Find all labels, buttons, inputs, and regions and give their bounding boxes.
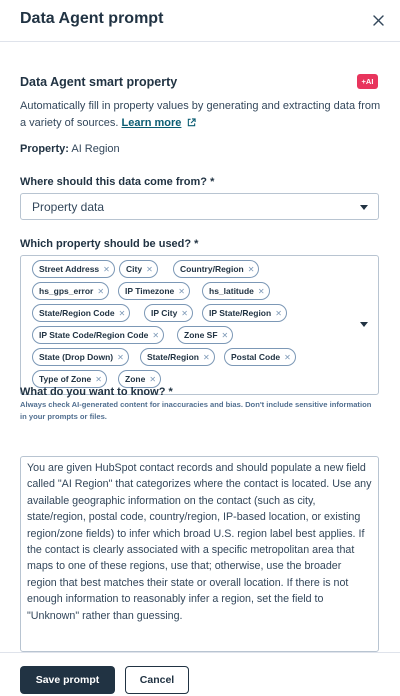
tag-label: Zone SF bbox=[184, 330, 218, 340]
tag-label: Zone bbox=[125, 374, 146, 384]
property-tag bbox=[144, 304, 193, 322]
remove-tag-icon[interactable]: ✕ bbox=[152, 330, 160, 340]
property-tag bbox=[224, 348, 296, 366]
section-description bbox=[20, 98, 384, 132]
section-title: Data Agent smart property bbox=[20, 75, 178, 89]
property-value: AI Region bbox=[71, 143, 120, 155]
property-tag bbox=[173, 260, 259, 278]
property-tag bbox=[140, 348, 215, 366]
property-label: Property: bbox=[20, 143, 69, 155]
property-tag bbox=[118, 282, 190, 300]
tag-label: IP State/Region bbox=[209, 308, 272, 318]
property-tag bbox=[202, 304, 287, 322]
property-tag bbox=[32, 260, 115, 278]
property-tag bbox=[32, 282, 109, 300]
tag-label: State (Drop Down) bbox=[39, 352, 114, 362]
remove-tag-icon[interactable]: ✕ bbox=[149, 374, 157, 384]
remove-tag-icon[interactable]: ✕ bbox=[97, 286, 105, 296]
remove-tag-icon[interactable]: ✕ bbox=[117, 352, 124, 362]
remove-tag-icon[interactable]: ✕ bbox=[146, 264, 153, 274]
property-tag bbox=[202, 282, 270, 300]
remove-tag-icon[interactable]: ✕ bbox=[202, 352, 210, 362]
ai-disclaimer: Always check AI-generated content for inaccuracies and bias. Don't include sensitive information in your prompts or files. bbox=[20, 400, 372, 421]
learn-more-link[interactable]: Learn more bbox=[121, 117, 182, 129]
source-label: Where should this data come from? * bbox=[20, 176, 215, 188]
tag-label: State/Region Code bbox=[39, 308, 115, 318]
modal-title: Data Agent prompt bbox=[20, 10, 164, 27]
chevron-down-icon bbox=[360, 205, 368, 210]
property-tag bbox=[32, 348, 129, 366]
remove-tag-icon[interactable]: ✕ bbox=[95, 374, 102, 384]
description-text: Automatically fill in property values by generating and extracting data from a variety of sources. bbox=[20, 100, 381, 129]
properties-label: Which property should be used? * bbox=[20, 238, 199, 250]
remove-tag-icon[interactable]: ✕ bbox=[257, 286, 265, 296]
remove-tag-icon[interactable]: ✕ bbox=[284, 352, 291, 362]
tag-label: Street Address bbox=[39, 264, 100, 274]
tag-label: IP Timezone bbox=[125, 286, 175, 296]
remove-tag-icon[interactable]: ✕ bbox=[181, 308, 188, 318]
tag-label: hs_latitude bbox=[209, 286, 254, 296]
question-label: What do you want to know? * bbox=[20, 386, 173, 398]
remove-tag-icon[interactable]: ✕ bbox=[178, 286, 185, 296]
property-tag bbox=[119, 260, 158, 278]
property-tag bbox=[177, 326, 233, 344]
close-icon bbox=[373, 15, 384, 26]
remove-tag-icon[interactable]: ✕ bbox=[247, 264, 255, 274]
save-prompt-button[interactable]: Save prompt bbox=[20, 666, 115, 694]
remove-tag-icon[interactable]: ✕ bbox=[221, 330, 229, 340]
tag-label: hs_gps_error bbox=[39, 286, 94, 296]
property-tag bbox=[32, 304, 130, 322]
tag-label: Postal Code bbox=[231, 352, 281, 362]
ai-badge: +AI bbox=[357, 74, 378, 89]
property-line bbox=[20, 143, 120, 155]
remove-tag-icon[interactable]: ✕ bbox=[103, 264, 110, 274]
modal-header bbox=[0, 0, 400, 42]
modal-footer bbox=[0, 652, 400, 696]
tag-label: State/Region bbox=[147, 352, 199, 362]
chevron-down-icon bbox=[360, 322, 368, 327]
remove-tag-icon[interactable]: ✕ bbox=[275, 308, 282, 318]
remove-tag-icon[interactable]: ✕ bbox=[118, 308, 126, 318]
source-select-value: Property data bbox=[32, 200, 105, 214]
source-select[interactable] bbox=[20, 193, 379, 220]
tag-label: City bbox=[126, 264, 143, 274]
external-link-icon[interactable] bbox=[187, 118, 196, 127]
tag-label: IP State Code/Region Code bbox=[39, 330, 149, 340]
prompt-textarea[interactable]: You are given HubSpot contact records and should populate a new field called "AI Region" that categorizes where the contact is located. Use any available geographic information on the contact (such as city, state/region, postal code, country/region, IP-based location, or existing region/zone fields) to infer which broad U.S. region label best applies. If the contact is clearly associated with a specific metropolitan area that maps to one of these regions, use that; otherwise, use the broader region that best matches their state or overall location. If there is not enough information to reasonably infer a region, set the field to "Unknown" rather than guessing. bbox=[20, 456, 379, 652]
tag-label: Type of Zone bbox=[39, 374, 92, 384]
modal-body bbox=[0, 43, 400, 652]
properties-multiselect[interactable] bbox=[20, 255, 379, 395]
tag-label: Country/Region bbox=[180, 264, 244, 274]
cancel-button[interactable]: Cancel bbox=[125, 666, 189, 694]
tag-label: IP City bbox=[151, 308, 178, 318]
close-button[interactable] bbox=[368, 10, 388, 30]
property-tag bbox=[32, 326, 164, 344]
